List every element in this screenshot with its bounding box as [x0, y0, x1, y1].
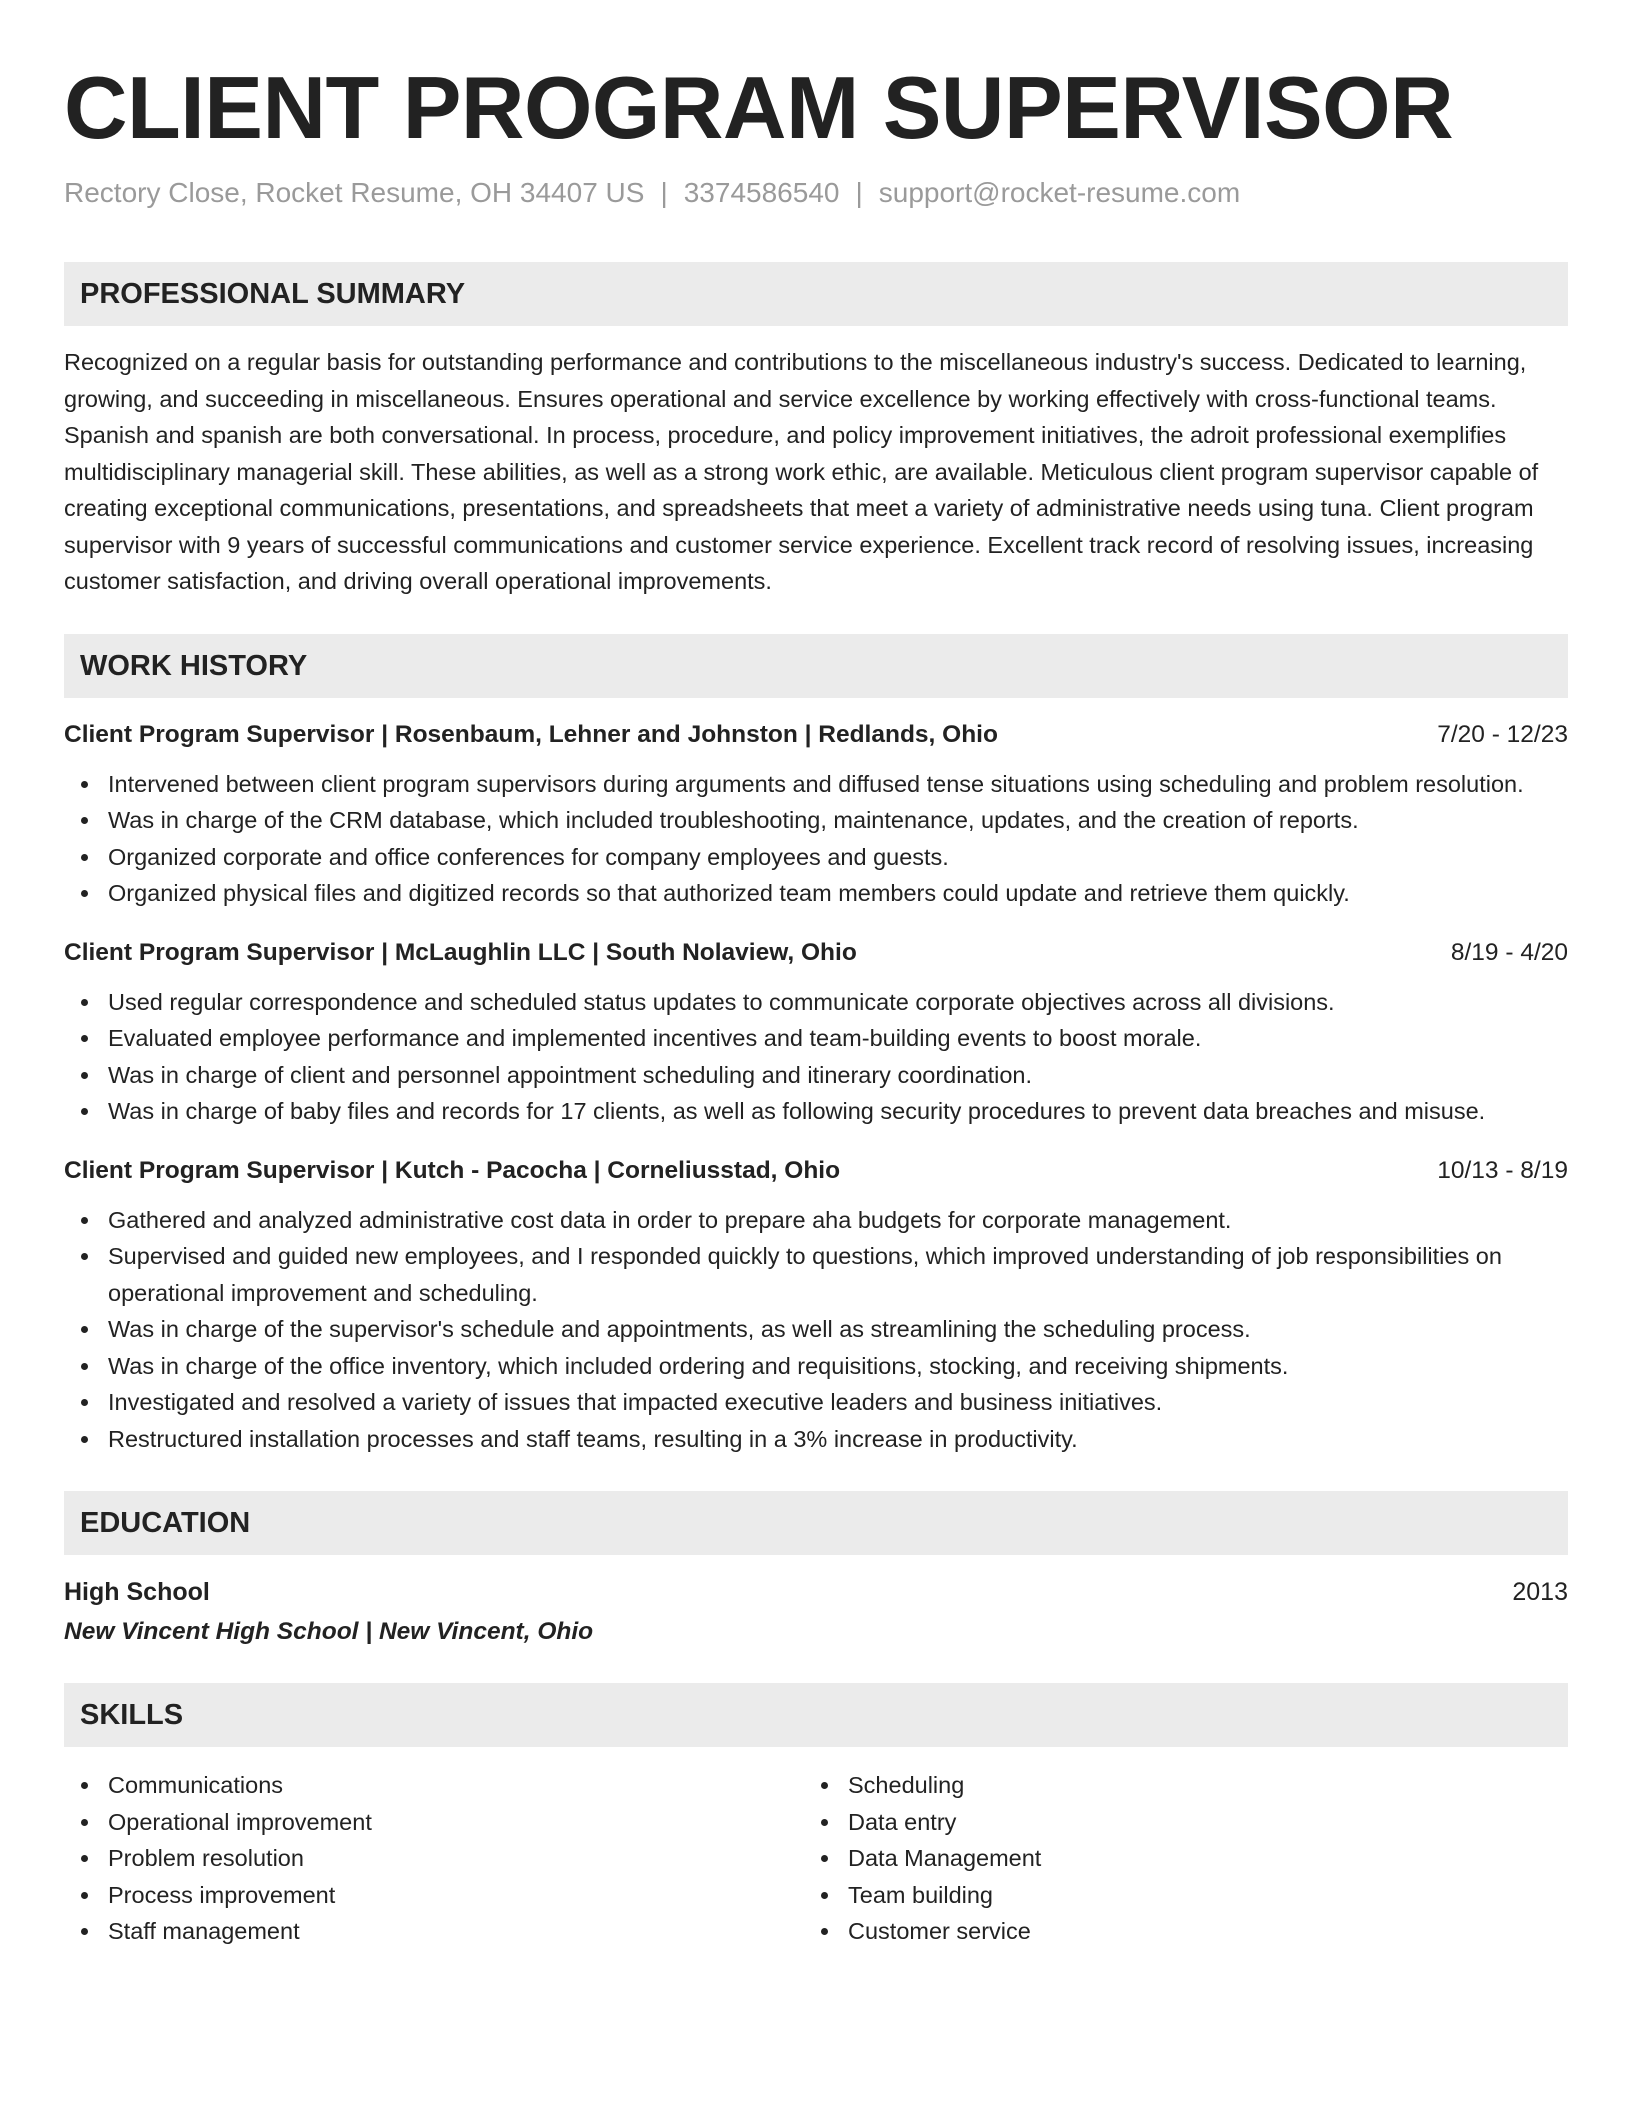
skill-item: Data entry	[848, 1804, 1544, 1841]
job-bullet: Was in charge of the office inventory, which included ordering and requisitions, stocking, and receiving shipments.	[108, 1348, 1568, 1385]
contact-email: support@rocket-resume.com	[878, 177, 1241, 208]
skill-item: Problem resolution	[108, 1840, 804, 1877]
job-entry	[64, 936, 1568, 1130]
education-section	[64, 1491, 1568, 1649]
job-bullet: Intervened between client program supervisors during arguments and diffused tense situations using scheduling and problem resolution.	[108, 766, 1568, 803]
job-bullet: Organized physical files and digitized records so that authorized team members could update and retrieve them quickly.	[108, 875, 1568, 912]
job-bullet: Was in charge of baby files and records for 17 clients, as well as following security procedures to prevent data breaches and misuse.	[108, 1093, 1568, 1130]
summary-heading: PROFESSIONAL SUMMARY	[64, 262, 1568, 326]
skills-column-right	[804, 1767, 1544, 1950]
candidate-name: CLIENT PROGRAM SUPERVISOR	[64, 58, 1454, 157]
education-degree: High School	[64, 1578, 210, 1606]
job-title: Client Program Supervisor | Rosenbaum, Lehner and Johnston | Redlands, Ohio	[64, 720, 998, 748]
job-dates: 8/19 - 4/20	[1450, 938, 1568, 966]
skills-list	[64, 1767, 804, 1950]
job-bullet: Gathered and analyzed administrative cost data in order to prepare aha budgets for corporate management.	[108, 1202, 1568, 1239]
skills-section	[64, 1683, 1568, 1950]
job-entry	[64, 718, 1568, 912]
summary-text: Recognized on a regular basis for outstanding performance and contributions to the miscellaneous industry's success. Dedicated to learning, growing, and succeeding in miscellaneous. Ensures operational and service excellence by working effectively with cross-functional teams. Spanish and spanish are both conversational. In process, procedure, and policy improvement initiatives, the adroit professional exemplifies multidisciplinary managerial skill. These abilities, as well as a strong work ethic, are available. Meticulous client program supervisor capable of creating exceptional communications, presentations, and spreadsheets that meet a variety of administrative needs using tuna. Client program supervisor with 9 years of successful communications and customer service experience. Excellent track record of resolving issues, increasing customer satisfaction, and driving overall operational improvements.	[64, 349, 1539, 594]
job-title: Client Program Supervisor | Kutch - Pacocha | Corneliusstad, Ohio	[64, 1156, 841, 1184]
job-header	[64, 1154, 1568, 1188]
skill-item: Communications	[108, 1767, 804, 1804]
skill-item: Operational improvement	[108, 1804, 804, 1841]
skills-column-left	[64, 1767, 804, 1950]
education-school: New Vincent High School | New Vincent, Ohio	[64, 1618, 594, 1645]
skill-item: Scheduling	[848, 1767, 1544, 1804]
job-header	[64, 936, 1568, 970]
work-history-section	[64, 634, 1568, 1458]
summary-section	[64, 262, 1568, 600]
contact-line	[64, 176, 1568, 210]
skill-item: Team building	[848, 1877, 1544, 1914]
skill-item: Customer service	[848, 1913, 1544, 1950]
skills-list	[804, 1767, 1544, 1950]
education-header	[64, 1575, 1568, 1609]
skills-heading: SKILLS	[64, 1683, 1568, 1747]
job-bullet: Was in charge of client and personnel appointment scheduling and itinerary coordination.	[108, 1057, 1568, 1094]
skill-item: Data Management	[848, 1840, 1544, 1877]
job-dates: 7/20 - 12/23	[1437, 720, 1568, 748]
job-bullet: Restructured installation processes and staff teams, resulting in a 3% increase in productivity.	[108, 1421, 1568, 1458]
job-header	[64, 718, 1568, 752]
job-title: Client Program Supervisor | McLaughlin LLC | South Nolaview, Ohio	[64, 938, 857, 966]
job-bullet: Supervised and guided new employees, and I responded quickly to questions, which improved understanding of job responsibilities on operational improvement and scheduling.	[108, 1238, 1568, 1311]
skill-item: Process improvement	[108, 1877, 804, 1914]
job-bullet: Used regular correspondence and scheduled status updates to communicate corporate objectives across all divisions.	[108, 984, 1568, 1021]
job-bullet: Was in charge of the CRM database, which included troubleshooting, maintenance, updates, and the creation of reports.	[108, 802, 1568, 839]
job-bullets	[64, 766, 1568, 912]
contact-address: Rectory Close, Rocket Resume, OH 34407 US	[64, 177, 645, 208]
job-bullet: Evaluated employee performance and implemented incentives and team-building events to boost morale.	[108, 1020, 1568, 1057]
skill-item: Staff management	[108, 1913, 804, 1950]
education-heading: EDUCATION	[64, 1491, 1568, 1555]
education-year: 2013	[1512, 1578, 1568, 1606]
contact-separator: |	[660, 177, 668, 208]
contact-separator: |	[855, 177, 863, 208]
job-bullets	[64, 984, 1568, 1130]
job-bullet: Investigated and resolved a variety of issues that impacted executive leaders and business initiatives.	[108, 1384, 1568, 1421]
skills-grid	[64, 1767, 1568, 1950]
job-bullets	[64, 1202, 1568, 1458]
work-history-heading: WORK HISTORY	[64, 634, 1568, 698]
job-entry	[64, 1154, 1568, 1458]
contact-phone: 3374586540	[683, 177, 840, 208]
job-dates: 10/13 - 8/19	[1437, 1156, 1568, 1184]
job-bullet: Organized corporate and office conferences for company employees and guests.	[108, 839, 1568, 876]
job-bullet: Was in charge of the supervisor's schedule and appointments, as well as streamlining the scheduling process.	[108, 1311, 1568, 1348]
